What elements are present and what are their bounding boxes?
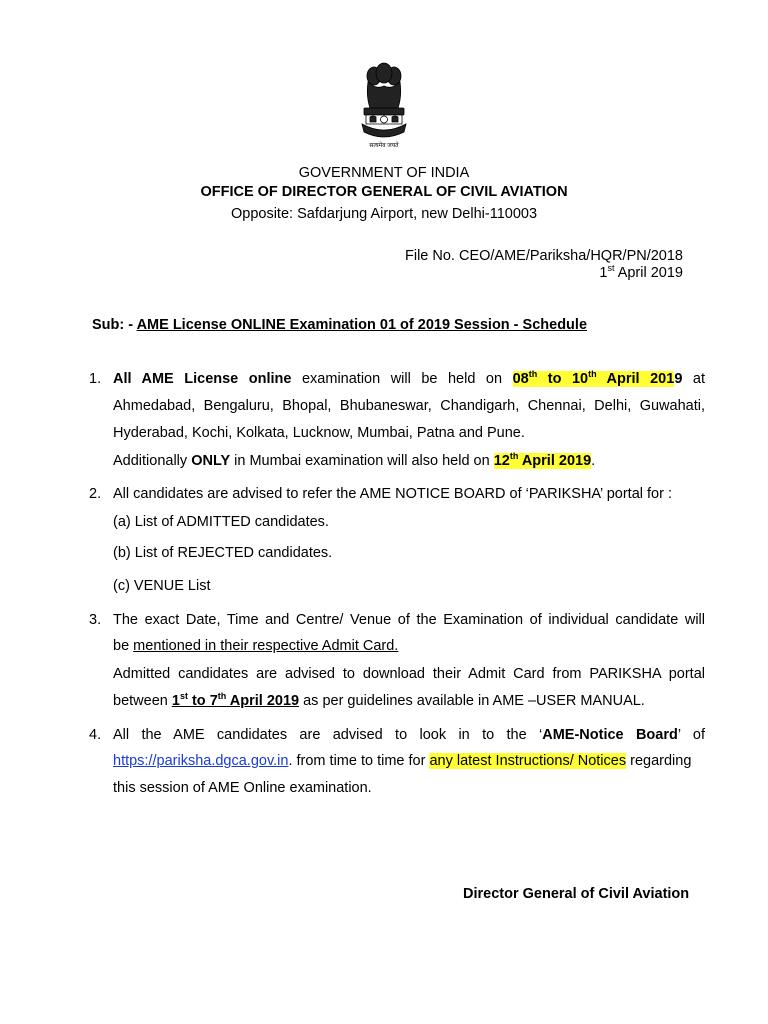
item-1-number: 1. <box>89 371 102 387</box>
mumbai-date-highlight: 12th April 2019 <box>493 451 592 469</box>
item-4-line-1: All the AME candidates are advised to look in to the ‘AME-Notice Board’ of <box>113 727 705 743</box>
item-1-line-2: Ahmedabad, Bengaluru, Bhopal, Bhubaneswar, Chandigarh, Chennai, Delhi, Guwahati, <box>113 398 705 414</box>
file-number: File No. CEO/AME/Pariksha/HQR/PN/2018 <box>404 248 683 264</box>
item-2-c: (c) VENUE List <box>113 578 211 594</box>
item-2-text: All candidates are advised to refer the AME NOTICE BOARD of ‘PARIKSHA’ portal for : <box>113 486 673 502</box>
item-1-line-1: All AME License online examination will be held on 08th to 10th April 2019 at <box>113 369 706 387</box>
item-4-line-2: https://pariksha.dgca.gov.in. from time to time for any latest Instructions/ Notices regarding <box>113 753 692 769</box>
subject-line <box>92 317 587 333</box>
header-government: GOVERNMENT OF INDIA <box>298 165 470 181</box>
item-4-number: 4. <box>89 727 102 743</box>
instructions-highlight: any latest Instructions/ Notices <box>429 753 627 769</box>
item-3-line-4: between 1st to 7th April 2019 as per guidelines available in AME –USER MANUAL. <box>113 691 645 709</box>
item-4-line-3: this session of AME Online examination. <box>113 780 372 796</box>
file-info <box>405 248 683 282</box>
item-1-line-3: Hyderabad, Kochi, Kolkata, Lucknow, Mumbai, Patna and Pune. <box>113 425 525 441</box>
item-3-number: 3. <box>89 612 102 628</box>
admit-card-dates: 1st to 7th April 2019 <box>171 691 300 709</box>
item-3-line-3: Admitted candidates are advised to download their Admit Card from PARIKSHA portal <box>113 666 705 682</box>
item-3-line-1: The exact Date, Time and Centre/ Venue of the Examination of individual candidate will <box>113 612 705 628</box>
signature: Director General of Civil Aviation <box>463 886 690 902</box>
file-date: 1st April 2019 <box>599 263 683 281</box>
header-office: OFFICE OF DIRECTOR GENERAL OF CIVIL AVIATION <box>200 184 568 200</box>
item-3-line-2: be mentioned in their respective Admit Card. <box>113 638 399 654</box>
exam-dates-highlight: 08th to 10th April 201 <box>512 369 675 387</box>
national-emblem-icon <box>358 62 410 148</box>
subject-text: AME License ONLINE Examination 01 of 2019 Session - Schedule <box>136 317 588 333</box>
emblem-motto: सत्यमेव जयते <box>369 143 399 149</box>
item-2-b: (b) List of REJECTED candidates. <box>113 545 333 561</box>
item-2-a: (a) List of ADMITTED candidates. <box>113 514 329 530</box>
subject-prefix: Sub: - <box>92 317 137 333</box>
header-address: Opposite: Safdarjung Airport, new Delhi-110003 <box>230 206 538 222</box>
pariksha-portal-link[interactable]: https://pariksha.dgca.gov.in <box>113 753 289 769</box>
item-1-additional: Additionally ONLY in Mumbai examination will also held on 12th April 2019. <box>113 451 596 469</box>
item-2-number: 2. <box>89 486 102 502</box>
